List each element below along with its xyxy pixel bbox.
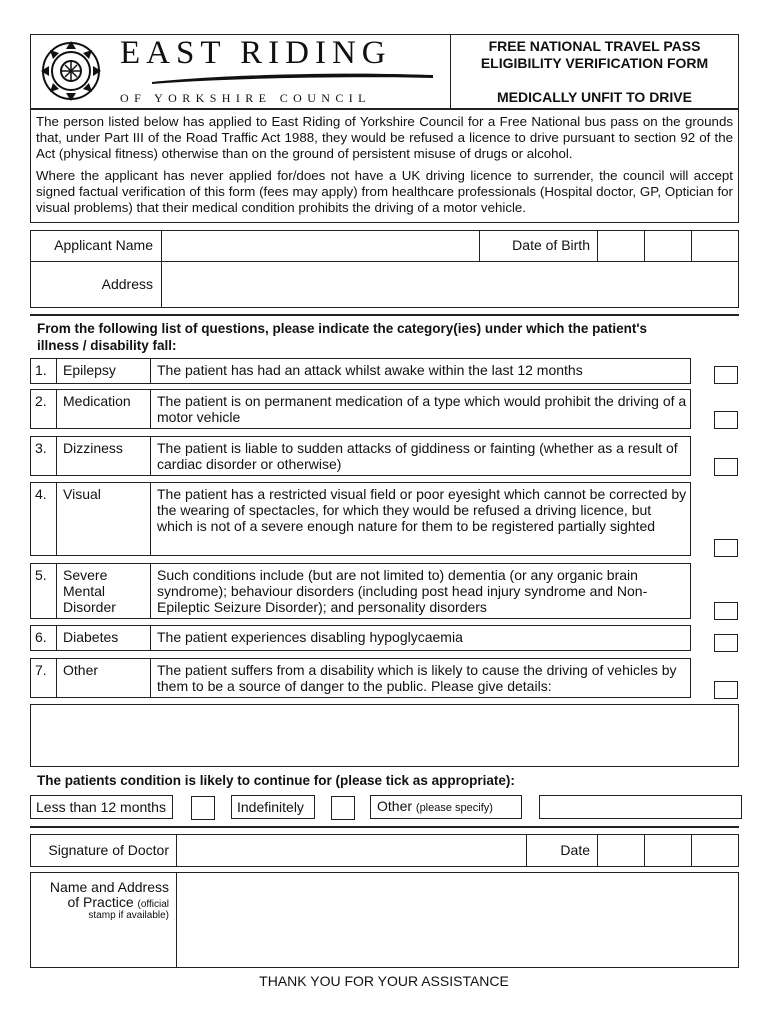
category-number: 4. (35, 486, 47, 502)
section-rule (30, 314, 739, 316)
practice-details-field[interactable] (177, 873, 738, 967)
category-name: Visual (63, 486, 101, 502)
signature-of-doctor-label: Signature of Doctor (48, 842, 169, 858)
duration-checkbox-indefinitely[interactable] (331, 796, 355, 820)
council-subname: OF YORKSHIRE COUNCIL (120, 91, 371, 105)
duration-checkbox-less-than-12-months[interactable] (191, 796, 215, 820)
duration-option-label: Less than 12 months (36, 799, 166, 815)
duration-other-specify-field[interactable] (539, 795, 742, 819)
category-checkbox-severe-mental-disorder[interactable] (714, 602, 738, 620)
category-description: The patient is on permanent medication of a type which would prohibit the driving of a motor vehicle (157, 393, 687, 425)
signature-date-day-field[interactable] (598, 835, 643, 866)
category-number: 1. (35, 362, 47, 378)
category-checkbox-medication[interactable] (714, 411, 738, 429)
practice-note-line-2: stamp if available) (88, 910, 169, 921)
category-checkbox-other[interactable] (714, 681, 738, 699)
category-number: 2. (35, 393, 47, 409)
practice-label-text: of Practice (67, 894, 134, 910)
form-title-line-1: FREE NATIONAL TRAVEL PASS (488, 38, 701, 54)
dob-year-field[interactable] (692, 231, 738, 260)
council-name: EAST RIDING (120, 35, 392, 71)
duration-option-label: Indefinitely (237, 799, 304, 815)
form-title-line-2: ELIGIBILITY VERIFICATION FORM (480, 55, 709, 71)
duration-other-note: (please specify) (415, 802, 493, 814)
category-checkbox-dizziness[interactable] (714, 458, 738, 476)
category-description: The patient experiences disabling hypoglycaemia (157, 629, 463, 645)
category-description: The patient has a restricted visual field or poor eyesight which cannot be corrected by the wearing of spectacles, for which they would be refused a driving licence, but which is not of a severe enough nature for them to be registered partially sighted (157, 486, 687, 534)
category-name: Epilepsy (63, 362, 116, 378)
applicant-name-label: Applicant Name (54, 237, 153, 253)
duration-other-label: Other (377, 798, 413, 814)
category-name: Severe Mental Disorder (63, 567, 116, 615)
practice-note-text: (official (137, 899, 169, 910)
duration-heading: The patients condition is likely to continue for (please tick as appropriate): (37, 773, 515, 788)
other-details-field[interactable] (30, 704, 739, 767)
duration-option-label (377, 798, 493, 817)
doctor-signature-field[interactable] (177, 835, 525, 866)
categories-heading: From the following list of questions, please indicate the category(ies) under which the patient's illness / disability fall: (37, 321, 648, 353)
category-checkbox-diabetes[interactable] (714, 634, 738, 652)
category-name: Diabetes (63, 629, 119, 645)
category-checkbox-visual[interactable] (714, 539, 738, 557)
form-subtitle: MEDICALLY UNFIT TO DRIVE (497, 89, 692, 105)
signature-date-label: Date (560, 842, 590, 858)
council-rose-logo-icon (36, 38, 106, 104)
category-number: 6. (35, 629, 47, 645)
category-description: Such conditions include (but are not limited to) dementia (or any organic brain syndrome); behaviour disorders (including post head injury syndrome and Non-Epileptic Seizure Disorder); and personality disorders (157, 567, 648, 615)
category-description: The patient suffers from a disability which is likely to cause the driving of vehicles by them to be a source of danger to the public. Please give details: (157, 662, 677, 694)
category-description: The patient has had an attack whilst awake within the last 12 months (157, 362, 583, 378)
category-number: 5. (35, 567, 47, 583)
category-name: Dizziness (63, 440, 123, 456)
address-label: Address (101, 276, 153, 292)
category-checkbox-epilepsy[interactable] (714, 366, 738, 384)
address-field[interactable] (162, 262, 738, 307)
signature-date-year-field[interactable] (692, 835, 738, 866)
category-number: 3. (35, 440, 47, 456)
logo-swash (150, 70, 435, 86)
dob-day-field[interactable] (598, 231, 643, 260)
section-rule (30, 826, 739, 828)
footer-thank-you: THANK YOU FOR YOUR ASSISTANCE (259, 973, 509, 989)
category-number: 7. (35, 662, 47, 678)
category-name: Other (63, 662, 99, 678)
date-of-birth-label: Date of Birth (512, 237, 590, 253)
signature-date-month-field[interactable] (645, 835, 690, 866)
dob-month-field[interactable] (645, 231, 690, 260)
intro-paragraph-1: The person listed below has applied to East Riding of Yorkshire Council for a Free National bus pass on the grounds that, under Part III of the Road Traffic Act 1988, they would be refused a licence to drive pursuant to section 92 of the Act (physical fitness) otherwise than on the ground of persistent misuse of drugs or alcohol. (36, 114, 733, 161)
intro-paragraph-2: Where the applicant has never applied for/does not have a UK driving licence to surrender, the council will accept signed factual verification of this form (fees may apply) from healthcare professionals (Hospital doctor, GP, Optician for visual problems) that their medical condition prohibits the driving of a motor vehicle. (36, 168, 733, 215)
practice-label-line-1: Name and Address (49, 879, 169, 895)
applicant-name-field[interactable] (162, 231, 478, 260)
category-name: Medication (63, 393, 131, 409)
category-description: The patient is liable to sudden attacks of giddiness or fainting (whether as a result of cardiac disorder or otherwise) (157, 440, 678, 472)
